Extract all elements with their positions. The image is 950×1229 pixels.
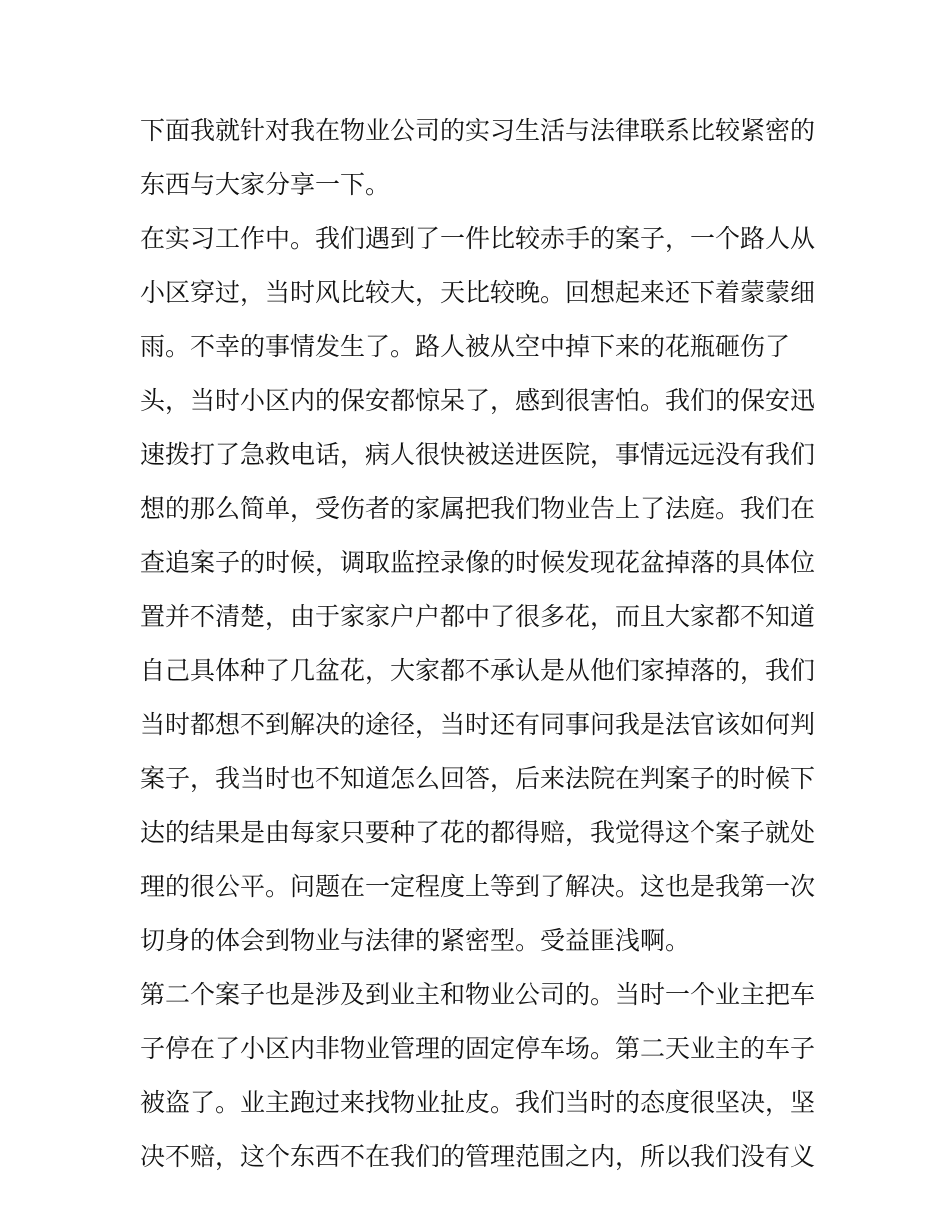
- text-line: 查追案子的时候，调取监控录像的时候发现花盆掉落的具体位: [140, 548, 816, 577]
- text-line: 小区穿过，当时风比较大，天比较晚。回想起来还下着蒙蒙细: [140, 278, 816, 307]
- text-line: 置并不清楚，由于家家户户都中了很多花，而且大家都不知道: [140, 602, 816, 631]
- text-line: 决不赔，这个东西不在我们的管理范围之内，所以我们没有义: [140, 1142, 816, 1171]
- text-line: 雨。不幸的事情发生了。路人被从空中掉下来的花瓶砸伤了: [140, 332, 791, 361]
- text-line: 子停在了小区内非物业管理的固定停车场。第二天业主的车子: [140, 1034, 816, 1063]
- text-line: 在实习工作中。我们遇到了一件比较赤手的案子，一个路人从: [140, 224, 816, 253]
- text-line: 第二个案子也是涉及到业主和物业公司的。当时一个业主把车: [140, 980, 816, 1009]
- text-line: 自己具体种了几盆花，大家都不承认是从他们家掉落的，我们: [140, 656, 816, 685]
- text-line: 想的那么简单，受伤者的家属把我们物业告上了法庭。我们在: [140, 494, 816, 523]
- text-line: 当时都想不到解决的途径，当时还有同事问我是法官该如何判: [140, 710, 816, 739]
- text-line: 达的结果是由每家只要种了花的都得赔，我觉得这个案子就处: [140, 818, 816, 847]
- text-line: 东西与大家分享一下。: [140, 170, 391, 199]
- text-line: 头，当时小区内的保安都惊呆了，感到很害怕。我们的保安迅: [140, 386, 816, 415]
- text-line: 下面我就针对我在物业公司的实习生活与法律联系比较紧密的: [140, 116, 816, 145]
- text-line: 速拨打了急救电话，病人很快被送进医院，事情远远没有我们: [140, 440, 816, 469]
- body-text: [140, 104, 830, 1184]
- text-line: 理的很公平。问题在一定程度上等到了解决。这也是我第一次: [140, 872, 816, 901]
- text-line: 切身的体会到物业与法律的紧密型。受益匪浅啊。: [140, 926, 691, 955]
- text-line: 被盗了。业主跑过来找物业扯皮。我们当时的态度很坚决，坚: [140, 1088, 816, 1117]
- text-line: 案子，我当时也不知道怎么回答，后来法院在判案子的时候下: [140, 764, 816, 793]
